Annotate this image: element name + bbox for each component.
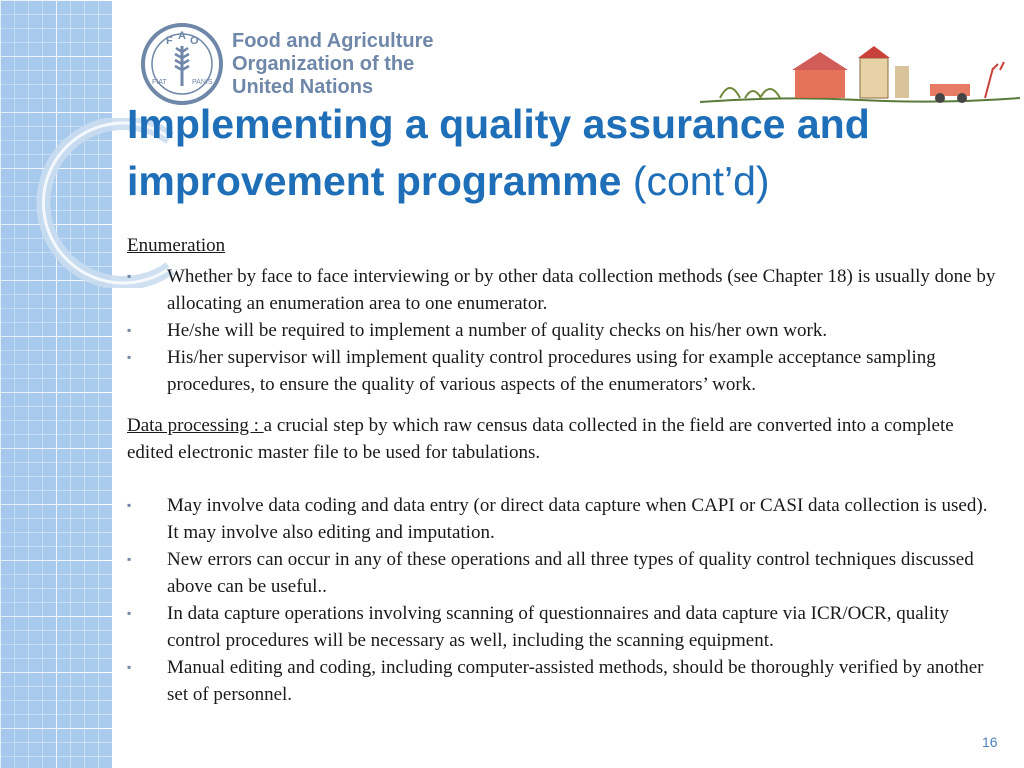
- logo-motto-fiat: FIAT: [152, 79, 167, 86]
- list-item: ▪ Manual editing and coding, including computer-assisted methods, should be thoroughly verified by another set of personnel.: [127, 654, 997, 708]
- data-processing-bullet-list: [127, 492, 997, 708]
- org-name-line: Organization of the: [232, 53, 415, 75]
- enumeration-bullet-list: [127, 263, 997, 398]
- slide-title: [127, 96, 1007, 210]
- list-item: ▪ May involve data coding and data entry (or direct data capture when CAPI or CASI data collection is used). It may involve also editing and imputation.: [127, 492, 997, 546]
- decorative-grid-band: [0, 0, 113, 768]
- data-processing-lead: Data processing :: [127, 415, 264, 436]
- data-processing-paragraph: [127, 412, 997, 466]
- section-heading-enumeration: Enumeration: [127, 235, 226, 256]
- title-main: Implementing a quality assurance and improvement programme: [127, 101, 870, 204]
- list-item: ▪ Whether by face to face interviewing or by other data collection methods (see Chapter 18) is usually done by allocating an enumeration area to one enumerator.: [127, 263, 997, 317]
- logo-motto-panis: PANIS: [192, 79, 213, 86]
- logo-letter-f: F: [166, 35, 173, 47]
- org-name-line: United Nations: [232, 76, 374, 98]
- organization-name: [232, 30, 433, 99]
- title-suffix: (cont’d): [632, 158, 770, 204]
- list-item: ▪ New errors can occur in any of these operations and all three types of quality control techniques discussed above can be useful..: [127, 546, 997, 600]
- list-item: ▪ He/she will be required to implement a number of quality checks on his/her own work.: [127, 317, 997, 344]
- page-number: 16: [982, 734, 998, 750]
- slide-body: [127, 232, 997, 708]
- list-item: ▪ His/her supervisor will implement quality control procedures using for example acceptance sampling procedures, to ensure the quality of various aspects of the enumerators’ work.: [127, 344, 997, 398]
- org-name-line: Food and Agriculture: [232, 30, 434, 52]
- logo-letter-o: O: [190, 35, 199, 47]
- fao-logo: [140, 22, 224, 106]
- logo-letter-a: A: [178, 30, 186, 42]
- list-item: ▪ In data capture operations involving scanning of questionnaires and data capture via ICR/OCR, quality control procedures will be necessary as well, including the scanning equipment.: [127, 600, 997, 654]
- data-processing-text: a crucial step by which raw census data collected in the field are converted into a complete edited electronic master file to be used for tabulations.: [127, 415, 954, 463]
